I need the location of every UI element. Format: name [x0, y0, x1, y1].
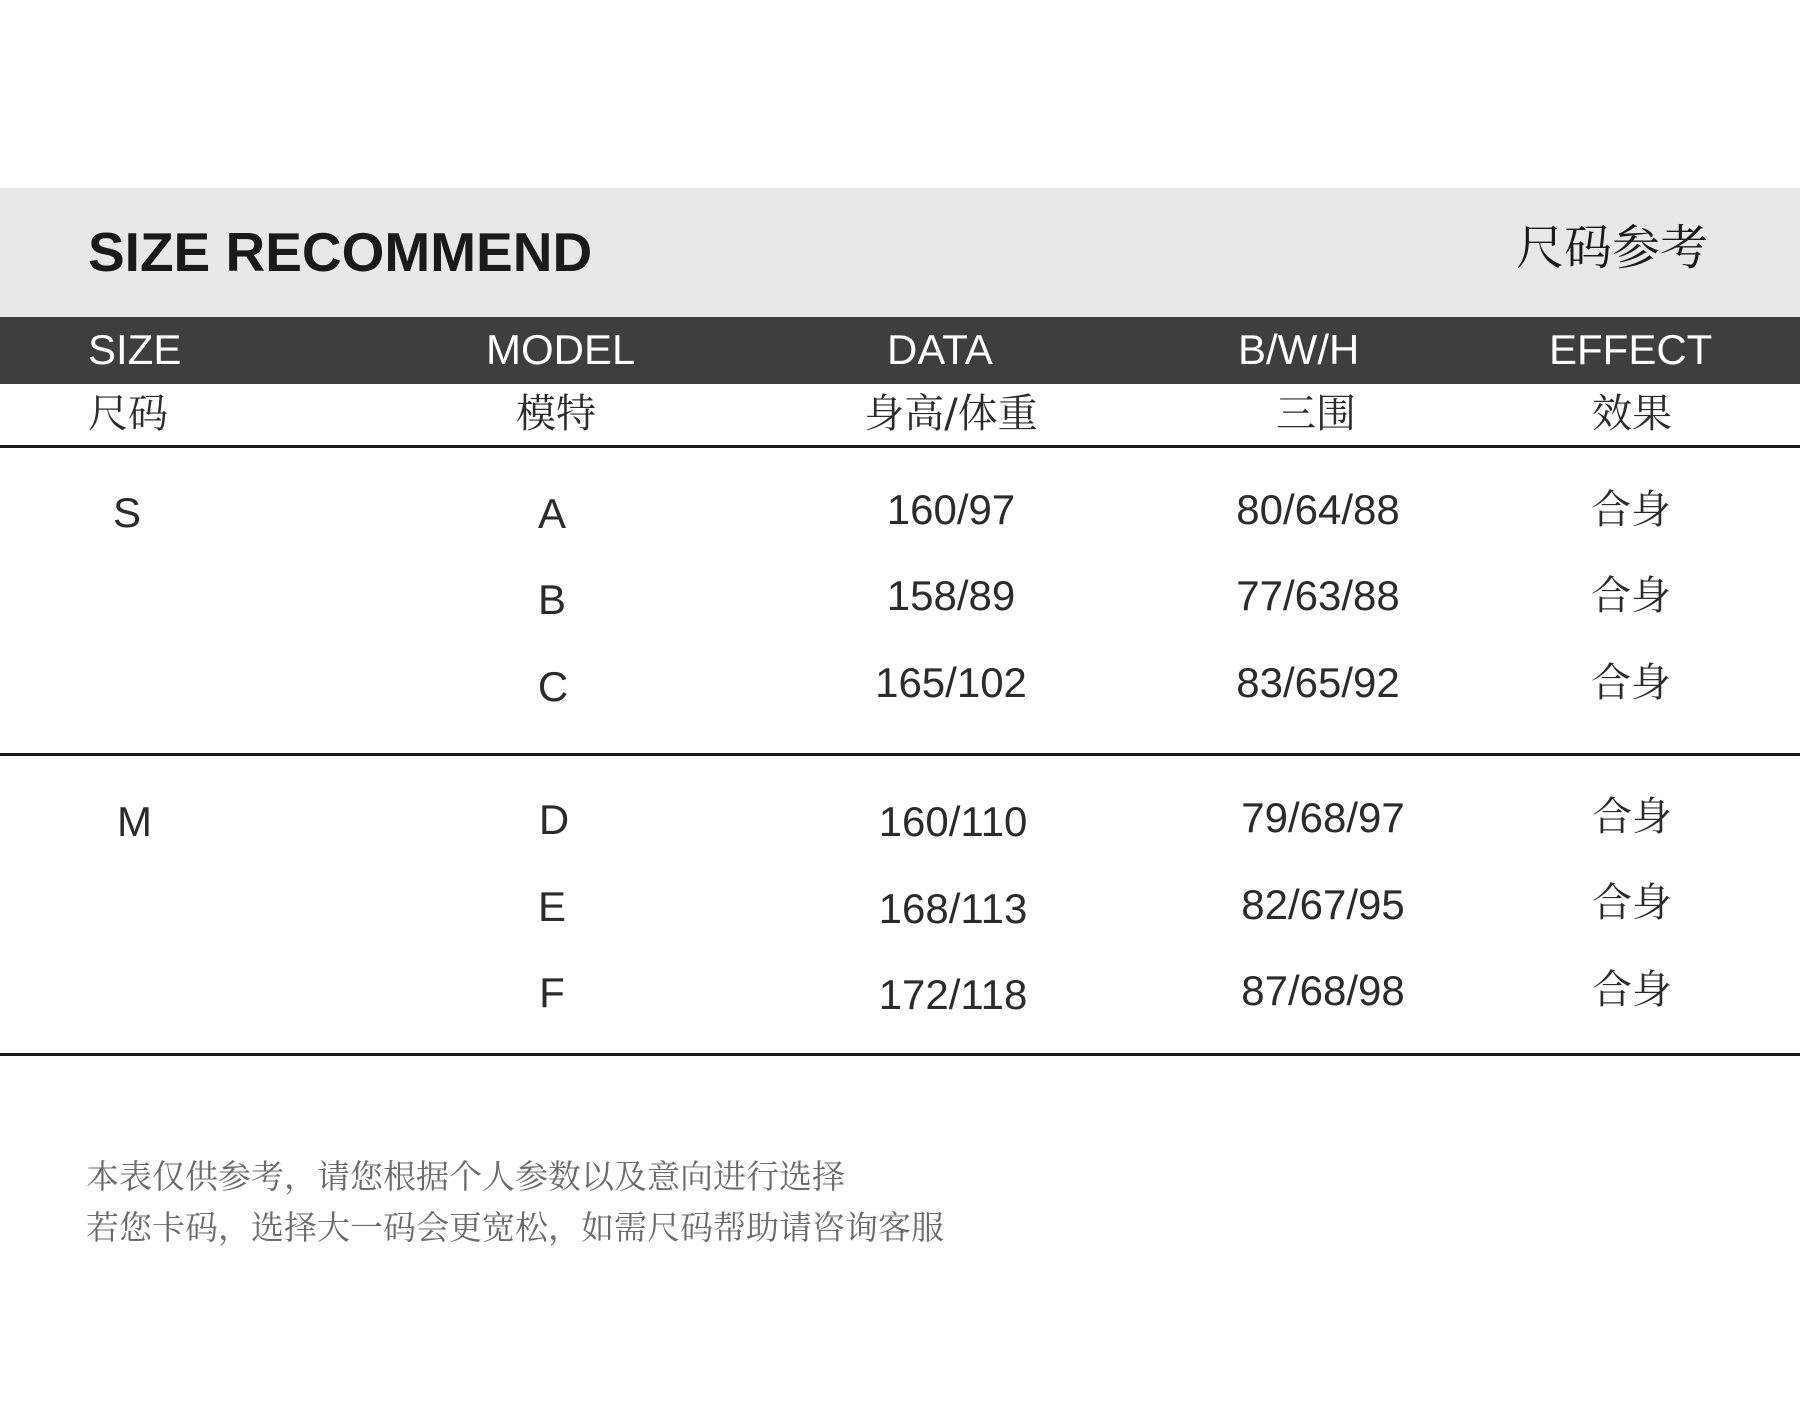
data-cell: 158/89 [886, 572, 1016, 619]
data-cell: 172/118 [878, 971, 1028, 1018]
bwh-cell: 77/63/88 [1236, 572, 1400, 619]
size-label-s: S [113, 489, 142, 536]
model-cell: C [537, 663, 569, 710]
effect-cell: 合身 [1592, 967, 1672, 1013]
title-chinese: 尺码参考 [1516, 220, 1709, 276]
model-cell: B [537, 576, 567, 623]
header-model: MODEL [486, 326, 636, 373]
effect-cell: 合身 [1591, 660, 1671, 706]
model-cell: A [537, 490, 567, 537]
header-effect: EFFECT [1549, 326, 1713, 373]
data-cell: 165/102 [875, 659, 1027, 706]
effect-cell: 合身 [1591, 487, 1671, 533]
group-divider [0, 753, 1800, 756]
data-cell: 160/110 [878, 798, 1028, 845]
subheader-size: 尺码 [88, 391, 168, 437]
bwh-cell: 83/65/92 [1236, 659, 1400, 706]
note-line-1: 本表仅供参考，请您根据个人参数以及意向进行选择 [86, 1157, 845, 1196]
data-cell: 160/97 [886, 486, 1016, 533]
effect-cell: 合身 [1592, 880, 1672, 926]
header-bwh: B/W/H [1238, 326, 1360, 373]
note-line-2: 若您卡码，选择大一码会更宽松，如需尺码帮助请咨询客服 [86, 1208, 944, 1247]
effect-cell: 合身 [1591, 573, 1671, 619]
subheader-data: 身高/体重 [864, 391, 1038, 437]
bwh-cell: 80/64/88 [1236, 486, 1400, 533]
data-cell: 168/113 [878, 885, 1028, 932]
title-english: SIZE RECOMMEND [88, 221, 593, 283]
effect-cell: 合身 [1592, 794, 1672, 840]
bwh-cell: 87/68/98 [1241, 967, 1405, 1014]
header-divider [0, 445, 1800, 448]
subheader-bwh: 三围 [1276, 391, 1356, 437]
size-label-m: M [117, 798, 152, 845]
model-cell: E [537, 883, 567, 930]
bwh-cell: 79/68/97 [1241, 794, 1405, 841]
subheader-model: 模特 [516, 391, 596, 437]
header-data: DATA [887, 326, 993, 373]
table-bottom-rule [0, 1053, 1800, 1056]
model-cell: D [538, 796, 570, 843]
model-cell: F [539, 969, 565, 1016]
subheader-effect: 效果 [1592, 391, 1672, 437]
bwh-cell: 82/67/95 [1241, 881, 1405, 928]
header-size: SIZE [88, 326, 182, 373]
